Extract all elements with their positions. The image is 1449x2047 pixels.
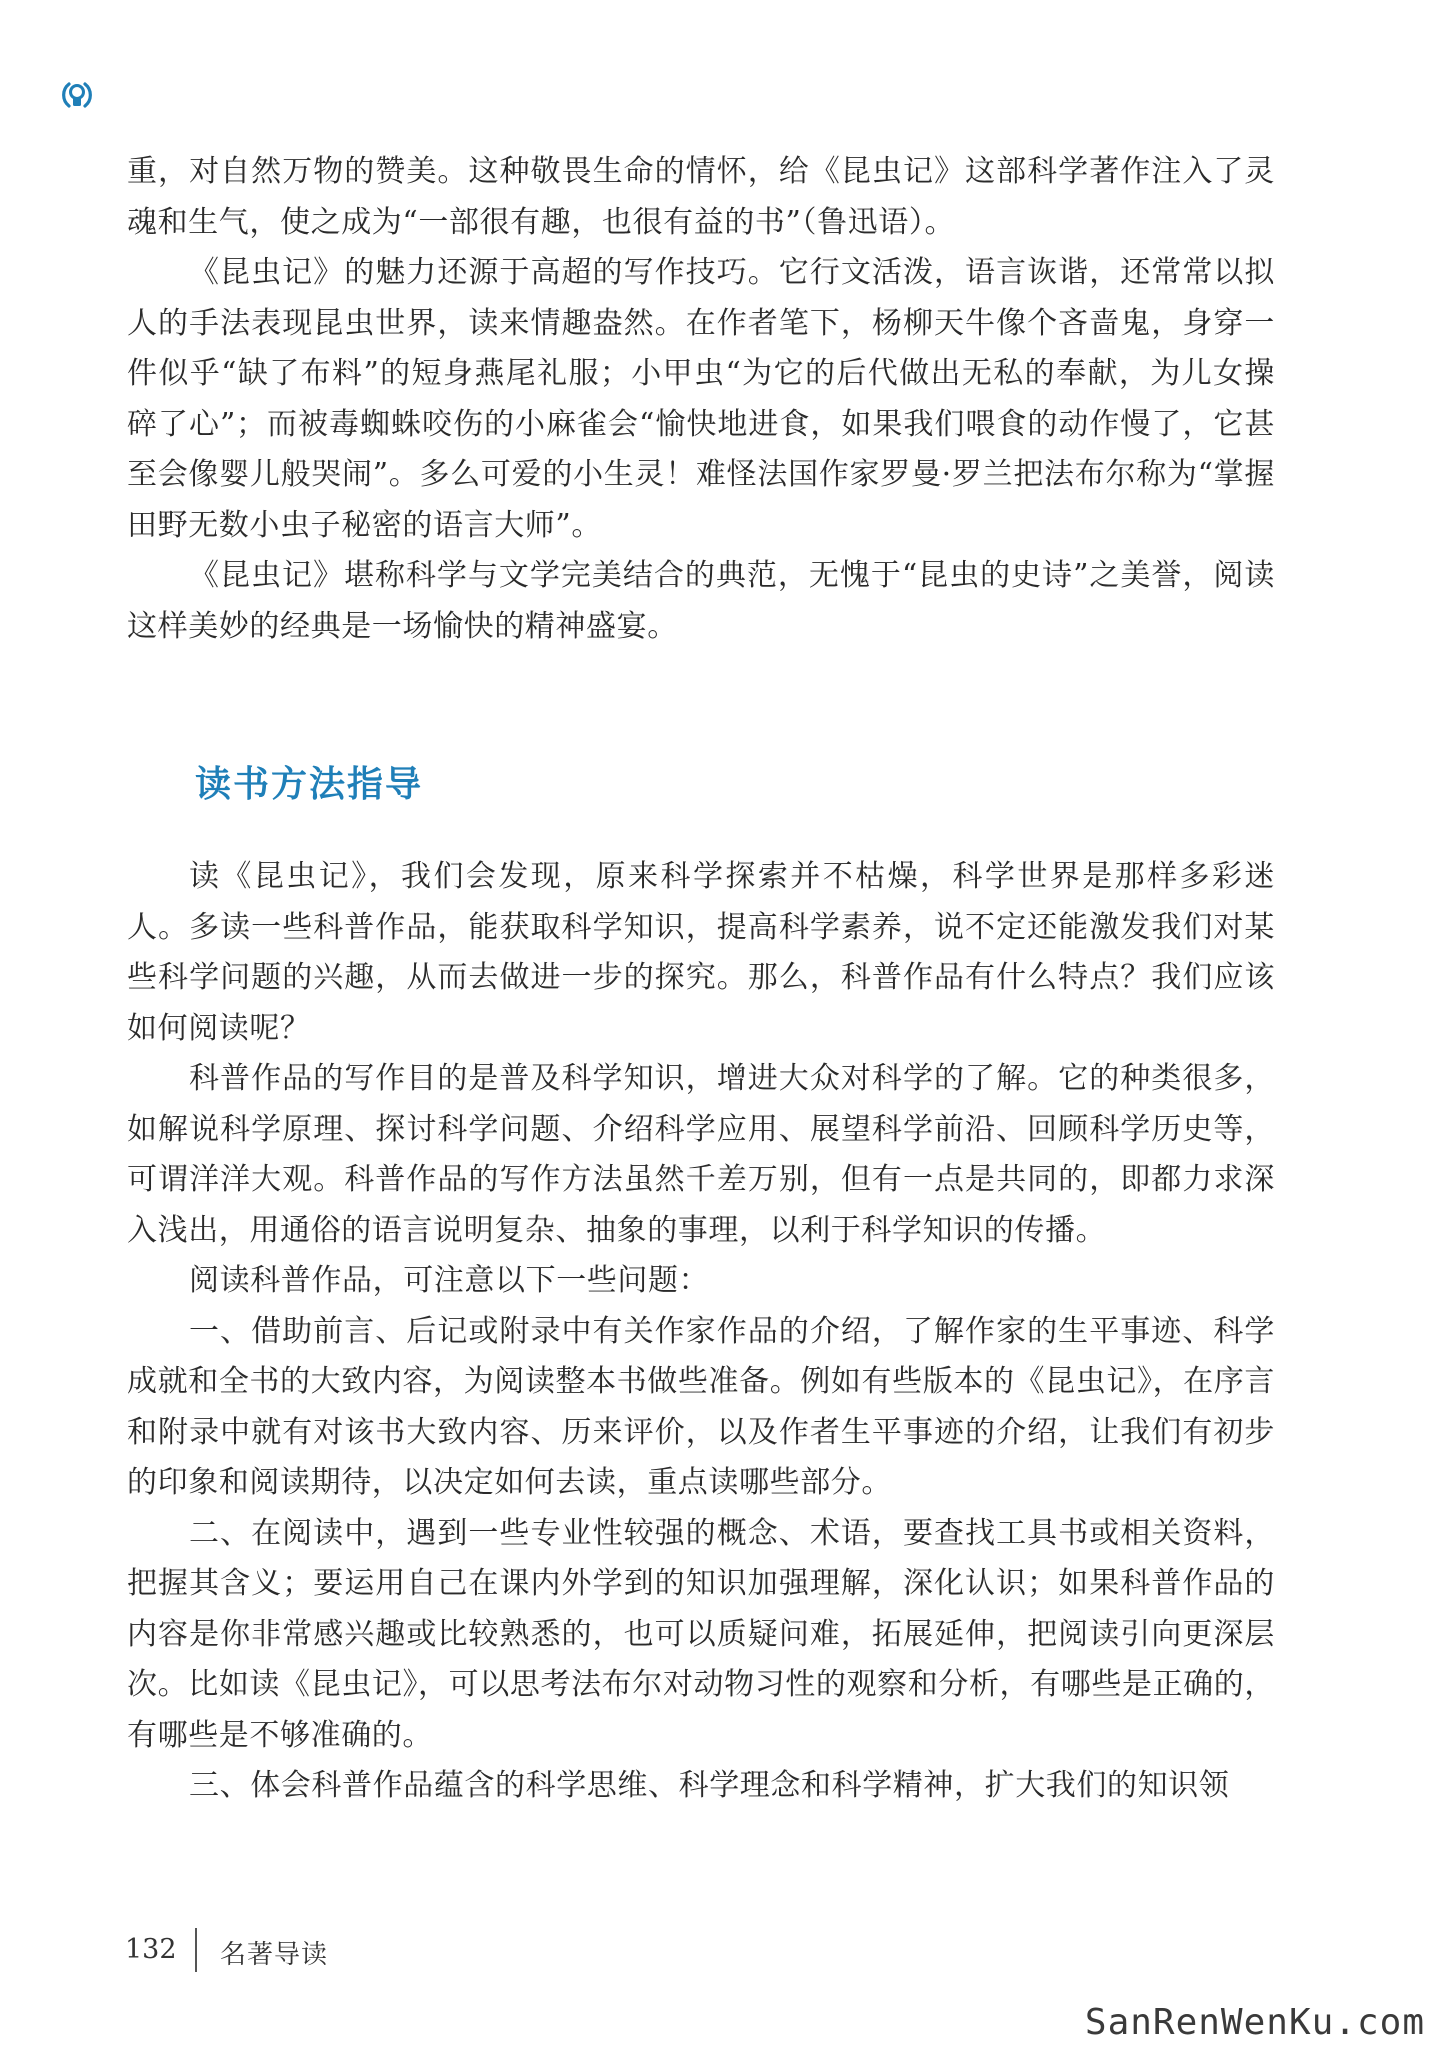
section-text-block (127, 852, 1275, 1812)
footer-divider (195, 1928, 197, 1972)
section-heading: 读书方法指导 (195, 763, 424, 805)
paragraph: 重，对自然万物的赞美。这种敬畏生命的情怀，给《昆虫记》这部科学著作注入了灵魂和生气，使之成为“一部很有趣，也很有益的书”（鲁迅语）。 (127, 154, 1275, 240)
paragraph: 三、体会科普作品蕴含的科学思维、科学理念和科学精神，扩大我们的知识领 (189, 1768, 1230, 1803)
paragraph: 《昆虫记》的魅力还源于高超的写作技巧。它行文活泼，语言诙谐，还常常以拟人的手法表现昆虫世界，读来情趣盎然。在作者笔下，杨柳天牛像个吝啬鬼，身穿一件似乎“缺了布料”的短身燕尾礼服；小甲虫“为它的后代做出无私的奉献，为儿女操碎了心”；而被毒蜘蛛咬伤的小麻雀会“愉快地进食，如果我们喂食的动作慢了，它甚至会像婴儿般哭闹”。多么可爱的小生灵！难怪法国作家罗曼·罗兰把法布尔称为“掌握田野无数小虫子秘密的语言大师”。 (127, 255, 1275, 543)
page-number: 132 (125, 1934, 177, 1965)
paragraph: 阅读科普作品，可注意以下一些问题： (189, 1263, 710, 1298)
paragraph: 科普作品的写作目的是普及科学知识，增进大众对科学的了解。它的种类很多，如解说科学原理、探讨科学问题、介绍科学应用、展望科学前沿、回顾科学历史等，可谓洋洋大观。科普作品的写作方法虽然千差万别，但有一点是共同的，即都力求深入浅出，用通俗的语言说明复杂、抽象的事理，以利于科学知识的传播。 (127, 1061, 1275, 1248)
paragraph: 读《昆虫记》，我们会发现，原来科学探索并不枯燥，科学世界是那样多彩迷人。多读一些科普作品，能获取科学知识，提高科学素养，说不定还能激发我们对某些科学问题的兴趣，从而去做进一步的探究。那么，科普作品有什么特点？我们应该如何阅读呢？ (127, 859, 1275, 1046)
paragraph: 一、借助前言、后记或附录中有关作家作品的介绍，了解作家的生平事迹、科学成就和全书的大致内容，为阅读整本书做些准备。例如有些版本的《昆虫记》，在序言和附录中就有对该书大致内容、历来评价，以及作者生平事迹的介绍，让我们有初步的印象和阅读期待，以决定如何去读，重点读哪些部分。 (127, 1313, 1275, 1500)
emblem-icon (60, 78, 94, 112)
watermark: SanRenWenKu.com (1084, 2002, 1425, 2043)
top-text-block (127, 147, 1275, 652)
running-title: 名著导读 (220, 1940, 329, 1970)
paragraph: 二、在阅读中，遇到一些专业性较强的概念、术语，要查找工具书或相关资料，把握其含义；要运用自己在课内外学到的知识加强理解，深化认识；如果科普作品的内容是你非常感兴趣或比较熟悉的，也可以质疑问难，拓展延伸，把阅读引向更深层次。比如读《昆虫记》，可以思考法布尔对动物习性的观察和分析，有哪些是正确的，有哪些是不够准确的。 (127, 1515, 1275, 1753)
paragraph: 《昆虫记》堪称科学与文学完美结合的典范，无愧于“昆虫的史诗”之美誉，阅读这样美妙的经典是一场愉快的精神盛宴。 (127, 558, 1275, 644)
